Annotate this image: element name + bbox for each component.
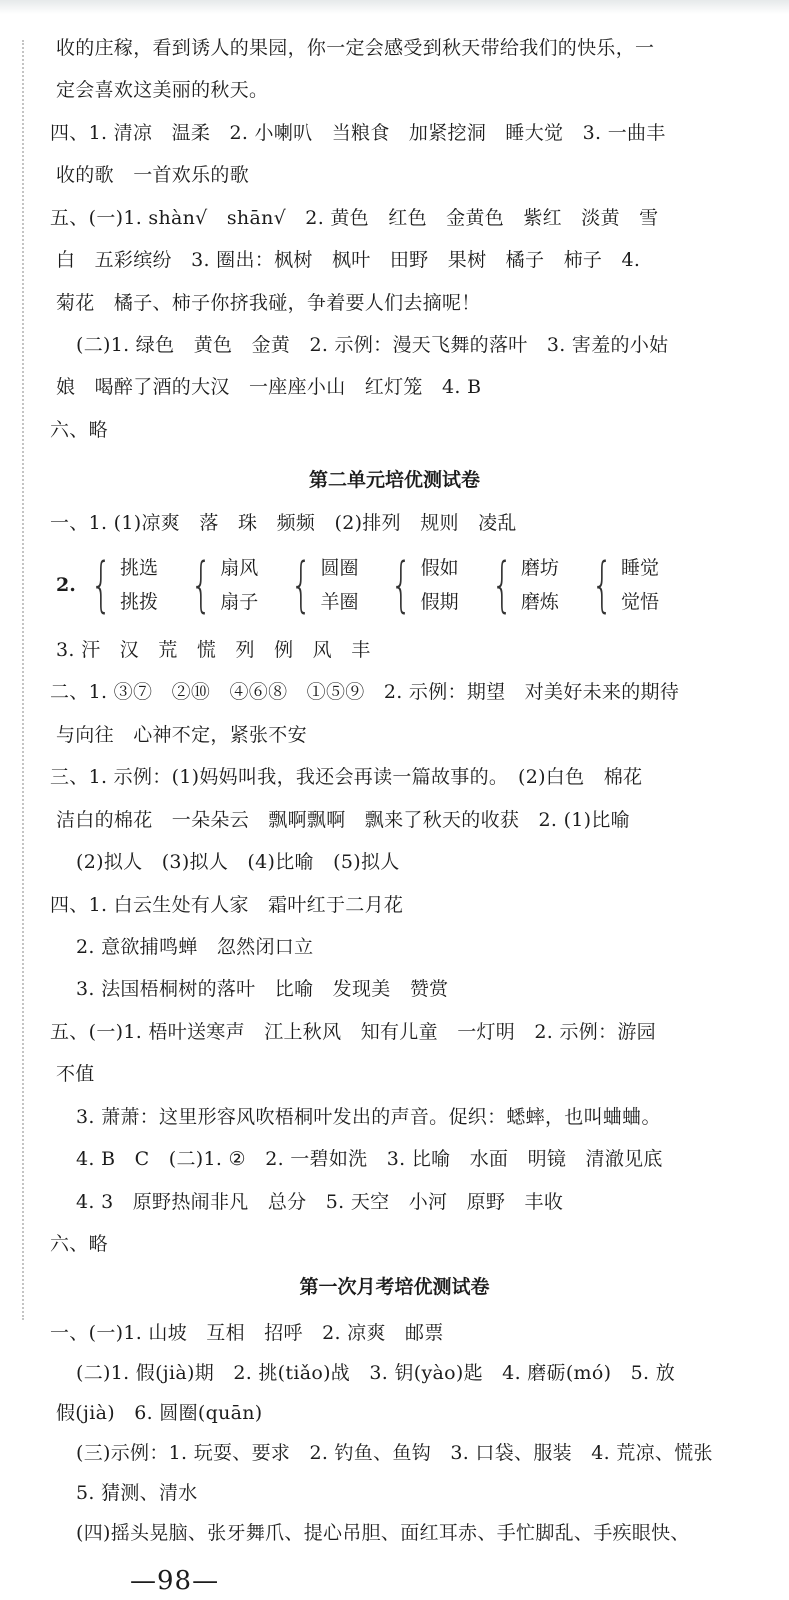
section-title-unit-two: 第二单元培优测试卷 xyxy=(308,469,480,491)
word: 圆圈 xyxy=(320,557,359,579)
text-line: 5. 猜测、清水 xyxy=(76,1482,198,1504)
text-line: 一、(一)1. 山坡 互相 招呼 2. 凉爽 邮票 xyxy=(50,1322,444,1344)
text-line: (2)拟人 (3)拟人 (4)比喻 (5)拟人 xyxy=(76,851,400,873)
text-line: 收的庄稼，看到诱人的果园，你一定会感受到秋天带给我们的快乐，一 xyxy=(56,37,655,59)
text-line: 3. 汗 汉 荒 慌 列 例 风 丰 xyxy=(56,639,371,661)
text-line: 3. 法国梧桐树的落叶 比喻 发现美 赞赏 xyxy=(76,978,449,1000)
brace-icon: { xyxy=(491,550,513,620)
word: 扇风 xyxy=(220,557,259,579)
text-line: 4. B C (二)1. ② 2. 一碧如洗 3. 比喻 水面 明镜 清澈见底 xyxy=(76,1148,663,1170)
brace-icon: { xyxy=(391,550,413,620)
text-line: (四)摇头晃脑、张牙舞爪、提心吊胆、面红耳赤、手忙脚乱、手疾眼快、 xyxy=(76,1522,690,1544)
word-pair xyxy=(382,551,458,619)
word-pair xyxy=(282,551,358,619)
brace-icon: { xyxy=(591,550,613,620)
word: 觉悟 xyxy=(621,591,660,613)
text-line: (二)1. 假(jià)期 2. 挑(tiǎo)战 3. 钥(yào)匙 4. 磨砺(mó) 5. 放 xyxy=(76,1362,675,1384)
text-line: 二、1. ③⑦ ②⑩ ④⑥⑧ ①⑤⑨ 2. 示例：期望 对美好未来的期待 xyxy=(50,681,680,703)
word-pair xyxy=(82,551,158,619)
word: 假期 xyxy=(420,591,459,613)
word: 羊圈 xyxy=(320,591,359,613)
word: 挑拨 xyxy=(120,591,159,613)
text-line: 五、(一)1. shàn√ shān√ 2. 黄色 红色 金黄色 紫红 淡黄 雪 xyxy=(50,207,659,229)
text-line: 五、(一)1. 梧叶送寒声 江上秋风 知有儿童 一灯明 2. 示例：游园 xyxy=(50,1021,656,1043)
text-line: 六、略 xyxy=(50,1233,108,1255)
text-line: 定会喜欢这美丽的秋天。 xyxy=(56,79,269,101)
word: 假如 xyxy=(420,557,459,579)
text-line: 菊花 橘子、柿子你挤我碰，争着要人们去摘呢！ xyxy=(56,292,481,314)
word: 扇子 xyxy=(220,591,259,613)
text-line: (二)1. 绿色 黄色 金黄 2. 示例：漫天飞舞的落叶 3. 害羞的小姑 xyxy=(76,334,669,356)
text-line: 一、1. (1)凉爽 落 珠 频频 (2)排列 规则 凌乱 xyxy=(50,512,517,534)
section-title-monthly-test: 第一次月考培优测试卷 xyxy=(299,1276,490,1298)
text-line: 4. 3 原野热闹非凡 总分 5. 天空 小河 原野 丰收 xyxy=(76,1191,564,1213)
word: 磨炼 xyxy=(520,591,559,613)
item-number: 2. xyxy=(56,574,76,596)
word-pair xyxy=(182,551,258,619)
page-number: —98— xyxy=(130,1566,220,1596)
text-line: 与向往 心神不定，紧张不安 xyxy=(56,724,307,746)
text-line: 洁白的棉花 一朵朵云 飘啊飘啊 飘来了秋天的收获 2. (1)比喻 xyxy=(56,809,630,831)
text-line: 六、略 xyxy=(50,419,108,441)
text-line: 2. 意欲捕鸣蝉 忽然闭口立 xyxy=(76,936,314,958)
brace-icon: { xyxy=(90,550,112,620)
word-pair xyxy=(483,551,559,619)
text-line: 四、1. 清凉 温柔 2. 小喇叭 当粮食 加紧挖洞 睡大觉 3. 一曲丰 xyxy=(50,122,666,144)
text-line: 娘 喝醉了酒的大汉 一座座小山 红灯笼 4. B xyxy=(56,376,482,398)
text-line: 四、1. 白云生处有人家 霜叶红于二月花 xyxy=(50,894,404,916)
text-line: 3. 萧萧：这里形容风吹梧桐叶发出的声音。促织：蟋蟀，也叫蛐蛐。 xyxy=(76,1106,661,1128)
text-line: 假(jià) 6. 圆圈(quān) xyxy=(56,1402,263,1424)
word: 挑选 xyxy=(120,557,159,579)
text-line: (三)示例：1. 玩耍、要求 2. 钓鱼、鱼钩 3. 口袋、服装 4. 荒凉、慌张 xyxy=(76,1442,713,1464)
word-pair-group xyxy=(56,550,683,620)
text-line: 收的歌 一首欢乐的歌 xyxy=(56,164,250,186)
text-line: 不值 xyxy=(56,1063,95,1085)
brace-icon: { xyxy=(190,550,212,620)
word: 睡觉 xyxy=(621,557,660,579)
word-pair xyxy=(583,551,659,619)
text-line: 三、1. 示例：(1)妈妈叫我，我还会再读一篇故事的。 (2)白色 棉花 xyxy=(50,766,643,788)
brace-icon: { xyxy=(290,550,312,620)
word: 磨坊 xyxy=(520,557,559,579)
text-line: 白 五彩缤纷 3. 圈出：枫树 枫叶 田野 果树 橘子 柿子 4. xyxy=(56,249,641,271)
